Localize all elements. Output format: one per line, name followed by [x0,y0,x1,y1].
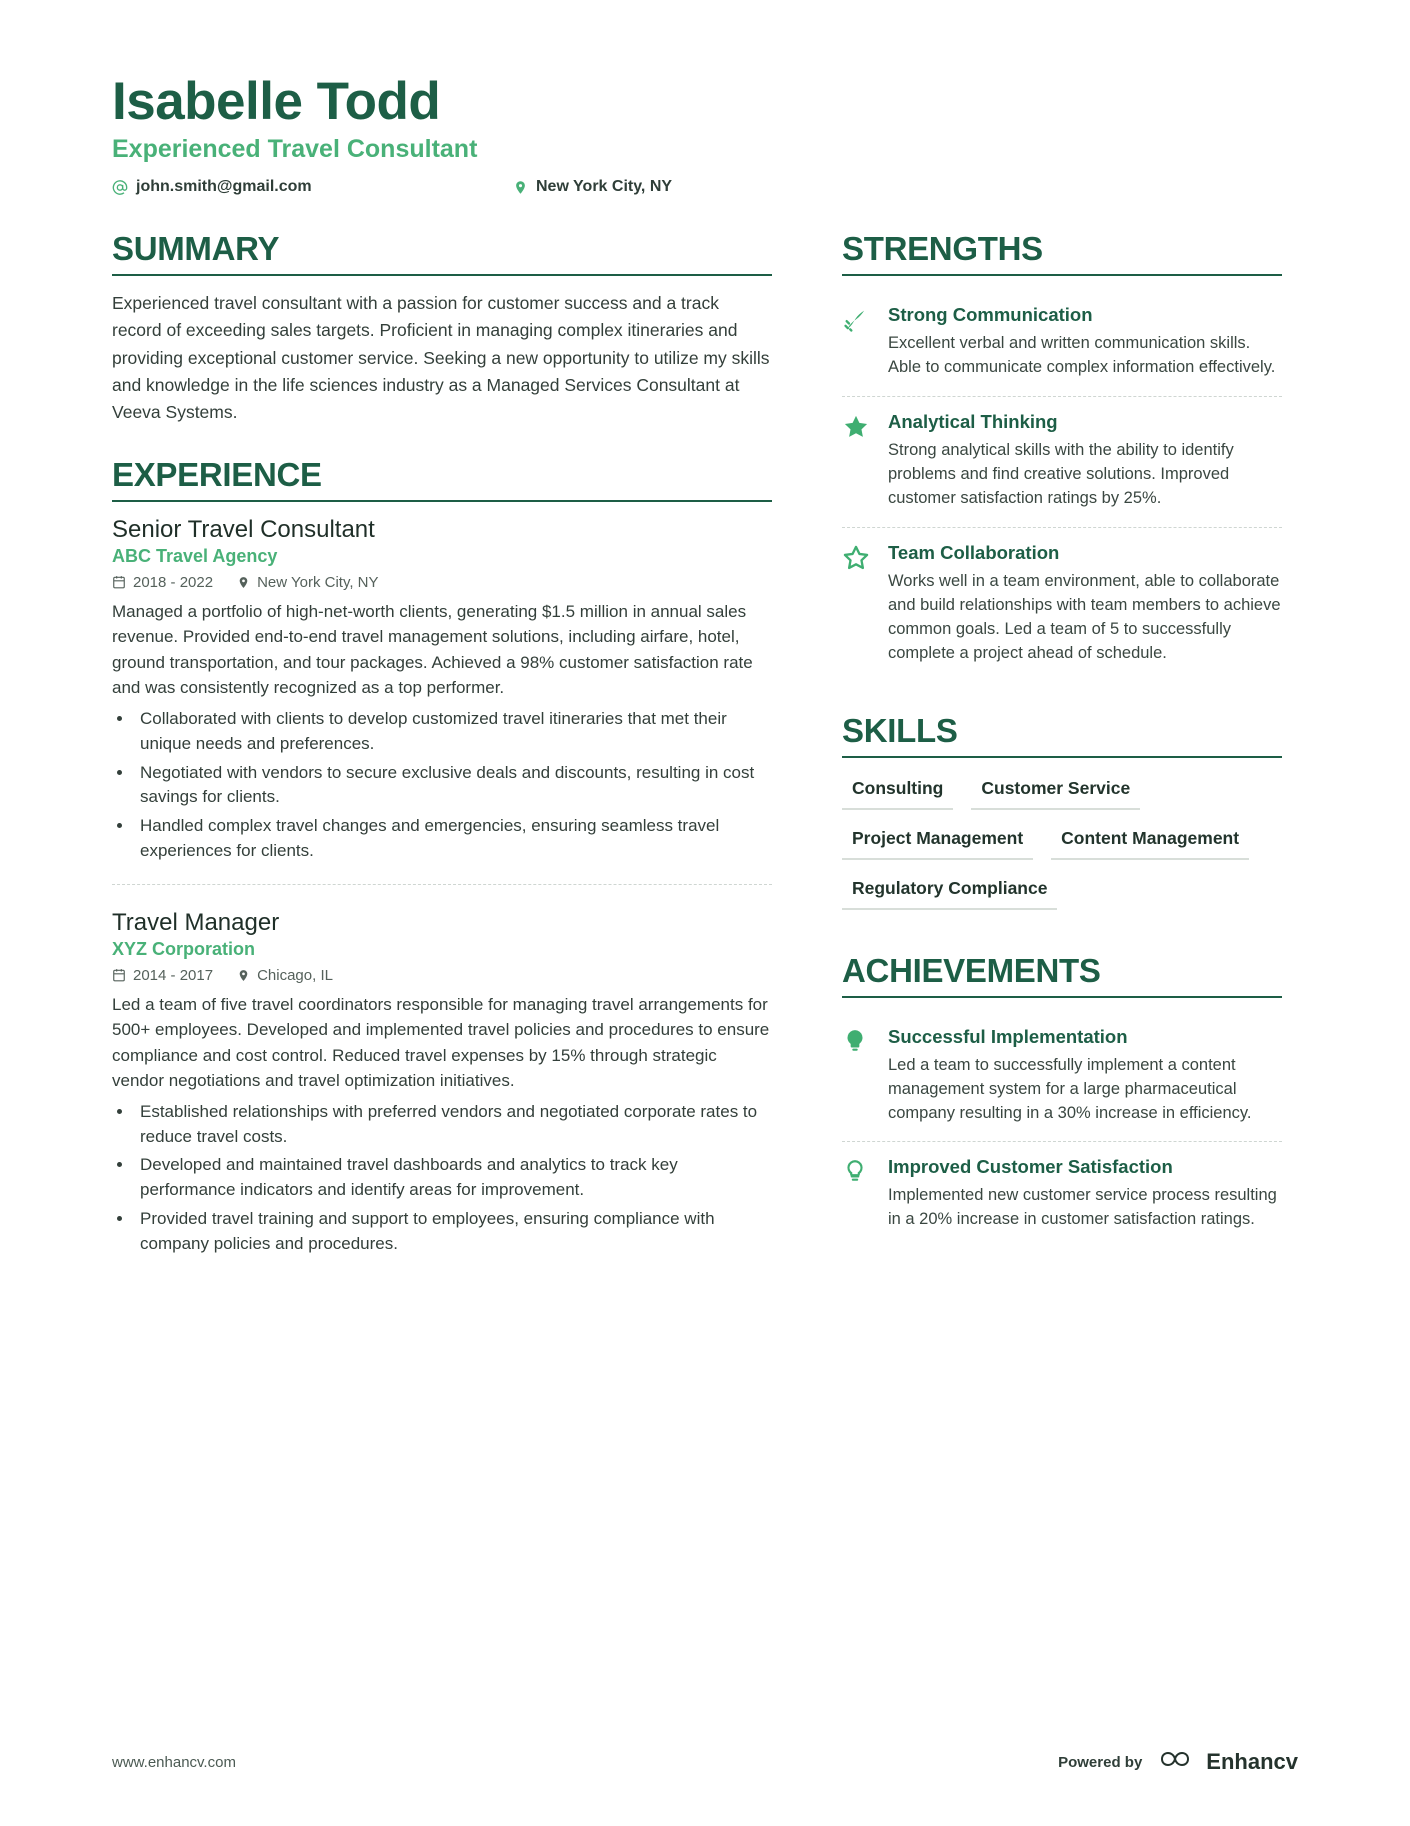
achievement-item [842,1012,1282,1142]
strength-title: Team Collaboration [888,541,1060,563]
strengths-title: STRENGTHS [842,230,1282,276]
strength-item [842,290,1282,396]
lightbulb-icon [842,1026,872,1126]
strength-title: Strong Communication [888,304,1093,326]
strength-text: Strong analytical skills with the ability to identify problems and find creative solutions. Improved customer satisfaction ratings by 25%. [888,441,1234,508]
contact-email[interactable] [112,178,512,196]
calendar-icon [112,968,126,982]
strength-item [842,527,1282,682]
strength-body [888,304,1282,380]
skill-chip: Consulting [842,772,953,810]
enhancv-brand-text: Enhancv [1206,1749,1298,1774]
summary-section [112,230,772,426]
skills-section [842,712,1282,922]
achievement-title: Improved Customer Satisfaction [888,1156,1173,1178]
contact-location [512,178,672,196]
skill-chip: Project Management [842,822,1033,860]
footer-website[interactable]: www.enhancv.com [112,1753,236,1771]
job-dates [112,574,213,591]
job-bullet: • Handled complex travel changes and emergencies, ensuring seamless travel experiences for clients. [134,814,772,864]
right-column [842,230,1282,1306]
resume-header [112,72,1298,196]
achievement-body [888,1026,1282,1126]
map-pin-icon [512,179,528,196]
map-pin-icon [237,575,250,590]
experience-item [112,884,772,1277]
skill-chip: Content Management [1051,822,1249,860]
job-bullet: • Collaborated with clients to develop customized travel itineraries that met their unique needs and preferences. [134,707,772,757]
strength-body [888,542,1282,666]
experience-section [112,456,772,1277]
job-dates-text: 2018 - 2022 [133,573,214,591]
job-bullet: • Developed and maintained travel dashboards and analytics to track key performance indicators and identify areas for improvement. [134,1153,772,1203]
page-footer [112,1746,1298,1778]
candidate-headline: Experienced Travel Consultant [112,135,478,164]
map-pin-icon [237,968,250,983]
strength-title: Analytical Thinking [888,411,1058,433]
rocket-icon [842,304,872,380]
achievement-item [842,1141,1282,1248]
resume-columns [112,230,1298,1306]
strength-text: Excellent verbal and written communication skills. Able to communicate complex information effectively. [888,334,1276,377]
star-filled-icon [842,411,872,511]
left-column [112,230,772,1306]
experience-item [112,516,772,884]
job-title: Travel Manager [112,908,280,936]
experience-title: EXPERIENCE [112,456,772,502]
contact-location-text: New York City, NY [536,178,673,196]
enhancv-logo-icon [1154,1746,1196,1778]
job-company: ABC Travel Agency [112,545,278,566]
calendar-icon [112,575,126,589]
candidate-name: Isabelle Todd [112,72,441,131]
skills-list [842,772,1282,922]
job-dates [112,967,213,984]
achievements-title: ACHIEVEMENTS [842,952,1282,998]
contact-row [112,178,1298,196]
powered-by-label: Powered by [1058,1753,1143,1771]
job-company: XYZ Corporation [112,938,255,959]
job-bullet-list [112,1100,772,1257]
job-bullet-list [112,707,772,864]
job-location [237,574,378,591]
strength-text: Works well in a team environment, able to collaborate and build relationships with team members to achieve common goals. Led a team of 5 to successfully complete a project ahead of schedule. [888,571,1281,662]
strengths-section [842,230,1282,681]
job-dates-text: 2014 - 2017 [133,966,214,984]
powered-by [1058,1746,1298,1778]
job-meta [112,574,772,591]
job-title: Senior Travel Consultant [112,515,375,543]
strength-body [888,411,1282,511]
enhancv-brand[interactable] [1154,1746,1298,1778]
job-description: Led a team of five travel coordinators responsible for managing travel arrangements for 500+ employees. Developed and implemented travel policies and procedures to ensure compliance and cost control. Reduced travel expenses by 15% through strategic vendor negotiations and travel optimization initiatives. [112,994,770,1091]
achievement-title: Successful Implementation [888,1025,1128,1047]
achievement-body [888,1156,1282,1232]
skills-title: SKILLS [842,712,1282,758]
summary-text: Experienced travel consultant with a passion for customer success and a track record of exceeding sales targets. Proficient in managing complex itineraries and providing exceptional customer service. Seeking a new opportunity to utilize my skills and knowledge in the life sciences industry as a Managed Services Consultant at Veeva Systems. [112,293,770,422]
star-outline-icon [842,542,872,666]
job-location [237,967,333,984]
skill-chip: Regulatory Compliance [842,872,1057,910]
job-location-text: Chicago, IL [257,966,333,984]
achievement-text: Implemented new customer service process resulting in a 20% increase in customer satisfaction ratings. [888,1186,1277,1229]
job-bullet: • Provided travel training and support to employees, ensuring compliance with company policies and procedures. [134,1207,772,1257]
skill-chip: Customer Service [971,772,1140,810]
job-location-text: New York City, NY [257,573,379,591]
achievements-section [842,952,1282,1249]
lightbulb-icon [842,1156,872,1232]
job-meta [112,967,772,984]
job-bullet: • Negotiated with vendors to secure exclusive deals and discounts, resulting in cost savings for clients. [134,761,772,811]
job-bullet: • Established relationships with preferred vendors and negotiated corporate rates to reduce travel costs. [134,1100,772,1150]
contact-email-text: john.smith@gmail.com [136,178,312,196]
summary-title: SUMMARY [112,230,772,276]
job-description: Managed a portfolio of high-net-worth clients, generating $1.5 million in annual sales revenue. Provided end-to-end travel management solutions, including airfare, hotel, ground transportation, and tour packages. Achieved a 98% customer satisfaction rate and was consistently recognized as a top performer. [112,601,753,698]
at-sign-icon [112,179,128,196]
strength-item [842,396,1282,527]
achievement-text: Led a team to successfully implement a content management system for a large pharmaceutical company resulting in a 30% increase in efficiency. [888,1055,1252,1122]
